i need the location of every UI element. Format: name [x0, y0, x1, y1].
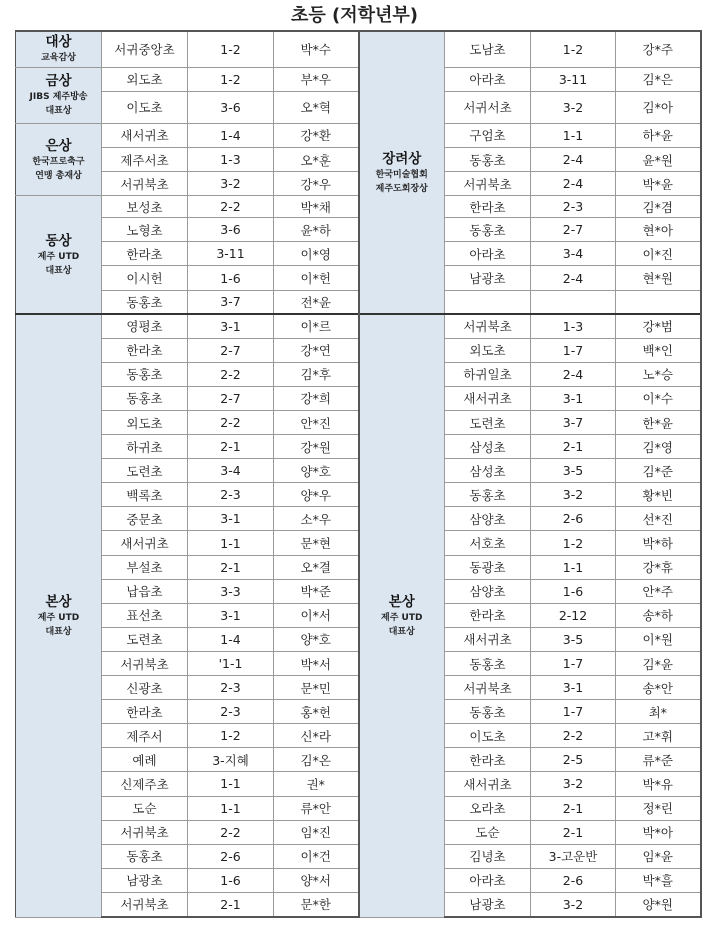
left-name-cell: 김*후: [274, 362, 359, 386]
right-class-cell: 3-2: [531, 91, 616, 123]
left-name-cell: 이*르: [274, 314, 359, 338]
right-name-cell: 황*빈: [616, 483, 701, 507]
left-name-cell: 강*환: [274, 123, 359, 147]
awards-table: [15, 30, 702, 918]
award-sponsor: 대표상: [45, 626, 72, 637]
right-name-cell: 강*주: [616, 31, 701, 67]
right-name-cell: 강*범: [616, 314, 701, 338]
award-cell-bonsang_left: [16, 314, 102, 917]
right-school-cell: 남광초: [445, 266, 531, 290]
award-name: 본상: [388, 593, 415, 610]
right-class-cell: 2-1: [531, 435, 616, 459]
right-school-cell: 동홍초: [445, 700, 531, 724]
right-name-cell: 임*윤: [616, 844, 701, 868]
table-row: [16, 796, 701, 820]
right-name-cell: 박*윤: [616, 172, 701, 196]
left-school-cell: 서귀북초: [102, 892, 188, 917]
table-row: [16, 314, 701, 338]
left-school-cell: 동홍초: [102, 386, 188, 410]
right-class-cell: 3-5: [531, 459, 616, 483]
left-class-cell: 2-1: [188, 555, 274, 579]
right-class-cell: 2-4: [531, 172, 616, 196]
right-school-cell: 삼성초: [445, 459, 531, 483]
table-row: [16, 435, 701, 459]
right-school-cell: 도순: [445, 820, 531, 844]
left-class-cell: 1-2: [188, 67, 274, 91]
left-name-cell: 양*우: [274, 483, 359, 507]
left-class-cell: 3-11: [188, 242, 274, 266]
right-class-cell: 1-1: [531, 123, 616, 147]
right-class-cell: 2-6: [531, 868, 616, 892]
right-school-cell: 외도초: [445, 338, 531, 362]
right-class-cell: 1-7: [531, 651, 616, 675]
table-row: [16, 459, 701, 483]
right-school-cell: 서귀북초: [445, 314, 531, 338]
table-row: [16, 31, 701, 67]
table-row: [16, 290, 701, 314]
left-class-cell: 2-7: [188, 386, 274, 410]
right-class-cell: 3-2: [531, 772, 616, 796]
table-row: [16, 603, 701, 627]
right-school-cell: 새서귀초: [445, 627, 531, 651]
right-name-cell: 김*아: [616, 91, 701, 123]
award-sponsor: 대표상: [45, 265, 72, 276]
left-name-cell: 오*훈: [274, 147, 359, 171]
right-class-cell: 2-1: [531, 820, 616, 844]
left-name-cell: 강*희: [274, 386, 359, 410]
right-school-cell: 도남초: [445, 31, 531, 67]
left-school-cell: 중문초: [102, 507, 188, 531]
left-school-cell: 남광초: [102, 868, 188, 892]
right-class-cell: 3-고운반: [531, 844, 616, 868]
left-school-cell: 하귀초: [102, 435, 188, 459]
right-school-cell: 한라초: [445, 603, 531, 627]
table-row: [16, 386, 701, 410]
table-row: [16, 700, 701, 724]
left-name-cell: 문*민: [274, 676, 359, 700]
left-school-cell: 백록초: [102, 483, 188, 507]
right-name-cell: 김*은: [616, 67, 701, 91]
award-sponsor: 교육감상: [41, 53, 76, 64]
right-name-cell: 박*아: [616, 820, 701, 844]
right-school-cell: 하귀일초: [445, 362, 531, 386]
left-school-cell: 부설초: [102, 555, 188, 579]
left-school-cell: 외도초: [102, 67, 188, 91]
right-name-cell: 이*진: [616, 242, 701, 266]
table-row: [16, 651, 701, 675]
right-name-cell: 현*아: [616, 218, 701, 242]
left-class-cell: 3-6: [188, 218, 274, 242]
right-school-cell: 남광초: [445, 892, 531, 917]
right-name-cell: 송*안: [616, 676, 701, 700]
left-class-cell: 2-2: [188, 362, 274, 386]
left-school-cell: 도순: [102, 796, 188, 820]
left-class-cell: 3-1: [188, 314, 274, 338]
left-class-cell: 3-1: [188, 507, 274, 531]
award-sponsor: JIBS 제주방송: [29, 92, 88, 103]
right-class-cell: 2-5: [531, 748, 616, 772]
right-school-cell: 아라초: [445, 67, 531, 91]
left-name-cell: 강*우: [274, 172, 359, 196]
award-cell-bonsang_right: [359, 314, 445, 917]
right-school-cell: 서호초: [445, 531, 531, 555]
right-name-cell: 박*하: [616, 531, 701, 555]
award-cell-geumsang: [16, 67, 102, 123]
left-class-cell: 2-2: [188, 196, 274, 218]
left-name-cell: 부*우: [274, 67, 359, 91]
left-school-cell: 예례: [102, 748, 188, 772]
table-row: [16, 892, 701, 917]
award-name: 본상: [45, 593, 72, 610]
table-row: [16, 868, 701, 892]
table-row: [16, 724, 701, 748]
left-class-cell: 1-1: [188, 796, 274, 820]
left-class-cell: 3-지혜: [188, 748, 274, 772]
left-class-cell: 1-4: [188, 123, 274, 147]
left-name-cell: 안*진: [274, 411, 359, 435]
right-school-cell: 이도초: [445, 724, 531, 748]
left-school-cell: 제주서: [102, 724, 188, 748]
right-class-cell: 2-4: [531, 362, 616, 386]
left-class-cell: 1-6: [188, 266, 274, 290]
right-name-cell: 현*원: [616, 266, 701, 290]
left-school-cell: 도련초: [102, 627, 188, 651]
right-school-cell: 오라초: [445, 796, 531, 820]
right-school-cell: 김녕초: [445, 844, 531, 868]
award-cell-dongsang: [16, 196, 102, 314]
award-sponsor: 제주 UTD: [37, 612, 80, 623]
right-name-cell: 김*겸: [616, 196, 701, 218]
left-class-cell: 3-2: [188, 172, 274, 196]
left-school-cell: 노형초: [102, 218, 188, 242]
table-row: [16, 820, 701, 844]
right-school-cell: 동홍초: [445, 147, 531, 171]
table-row: [16, 362, 701, 386]
right-school-cell: 새서귀초: [445, 386, 531, 410]
left-class-cell: 1-2: [188, 724, 274, 748]
left-school-cell: 신제주초: [102, 772, 188, 796]
award-name: 동상: [45, 232, 72, 249]
right-class-cell: 2-12: [531, 603, 616, 627]
table-row: [16, 266, 701, 290]
left-class-cell: 3-3: [188, 579, 274, 603]
left-class-cell: 3-6: [188, 91, 274, 123]
right-name-cell: 송*하: [616, 603, 701, 627]
right-name-cell: 류*준: [616, 748, 701, 772]
left-school-cell: 영평초: [102, 314, 188, 338]
left-name-cell: 홍*헌: [274, 700, 359, 724]
right-name-cell: 윤*원: [616, 147, 701, 171]
right-school-cell: 구엄초: [445, 123, 531, 147]
table-row: [16, 242, 701, 266]
left-school-cell: 보성초: [102, 196, 188, 218]
table-row: [16, 338, 701, 362]
award-name: 대상: [45, 34, 72, 51]
left-name-cell: 이*헌: [274, 266, 359, 290]
left-class-cell: 2-3: [188, 700, 274, 724]
right-name-cell: 안*주: [616, 579, 701, 603]
right-class-cell: 1-7: [531, 700, 616, 724]
left-class-cell: 2-3: [188, 676, 274, 700]
award-sponsor: 한국미술협회: [375, 169, 428, 180]
award-name: 금상: [45, 73, 72, 90]
right-class-cell: 1-7: [531, 338, 616, 362]
left-school-cell: 동홍초: [102, 362, 188, 386]
left-school-cell: 한라초: [102, 338, 188, 362]
right-school-cell: 삼성초: [445, 435, 531, 459]
award-sponsor: 대표상: [388, 626, 415, 637]
left-name-cell: 이*영: [274, 242, 359, 266]
award-sponsor: 한국프로축구: [32, 156, 85, 167]
right-school-cell: 삼양초: [445, 507, 531, 531]
left-name-cell: 박*수: [274, 31, 359, 67]
left-name-cell: 오*결: [274, 555, 359, 579]
table-row: [16, 218, 701, 242]
left-class-cell: 1-3: [188, 147, 274, 171]
left-name-cell: 박*채: [274, 196, 359, 218]
left-name-cell: 양*호: [274, 459, 359, 483]
table-row: [16, 844, 701, 868]
left-school-cell: 외도초: [102, 411, 188, 435]
right-school-cell: 삼양초: [445, 579, 531, 603]
right-school-cell: 한라초: [445, 196, 531, 218]
left-class-cell: 1-4: [188, 627, 274, 651]
award-sponsor: 연맹 총재상: [35, 170, 82, 181]
left-class-cell: 2-1: [188, 435, 274, 459]
left-school-cell: 서귀북초: [102, 172, 188, 196]
right-school-cell: 동홍초: [445, 483, 531, 507]
right-class-cell: 1-2: [531, 31, 616, 67]
left-name-cell: 오*혁: [274, 91, 359, 123]
right-name-cell: [616, 290, 701, 314]
right-name-cell: 고*휘: [616, 724, 701, 748]
left-school-cell: 이도초: [102, 91, 188, 123]
left-name-cell: 류*안: [274, 796, 359, 820]
right-school-cell: 아라초: [445, 868, 531, 892]
right-name-cell: 김*영: [616, 435, 701, 459]
left-class-cell: 2-2: [188, 411, 274, 435]
right-class-cell: 1-2: [531, 531, 616, 555]
left-school-cell: 서귀북초: [102, 651, 188, 675]
left-school-cell: 신광초: [102, 676, 188, 700]
award-cell-jangryeo: [359, 31, 445, 314]
left-school-cell: 표선초: [102, 603, 188, 627]
left-name-cell: 소*우: [274, 507, 359, 531]
left-school-cell: 한라초: [102, 700, 188, 724]
left-school-cell: 제주서초: [102, 147, 188, 171]
left-name-cell: 권*: [274, 772, 359, 796]
right-class-cell: 2-4: [531, 266, 616, 290]
left-name-cell: 이*서: [274, 603, 359, 627]
table-row: [16, 748, 701, 772]
left-class-cell: 2-7: [188, 338, 274, 362]
left-class-cell: '1-1: [188, 651, 274, 675]
right-name-cell: 박*유: [616, 772, 701, 796]
table-row: [16, 123, 701, 147]
right-school-cell: 서귀서초: [445, 91, 531, 123]
right-school-cell: 서귀북초: [445, 676, 531, 700]
table-row: [16, 555, 701, 579]
left-class-cell: 2-1: [188, 892, 274, 917]
award-cell-daesang: [16, 31, 102, 67]
right-school-cell: 동광초: [445, 555, 531, 579]
right-school-cell: 새서귀초: [445, 772, 531, 796]
table-row: [16, 507, 701, 531]
left-class-cell: 3-7: [188, 290, 274, 314]
left-class-cell: 1-6: [188, 868, 274, 892]
right-class-cell: 3-1: [531, 386, 616, 410]
right-class-cell: 1-6: [531, 579, 616, 603]
right-class-cell: 3-1: [531, 676, 616, 700]
right-class-cell: 2-3: [531, 196, 616, 218]
left-class-cell: 2-2: [188, 820, 274, 844]
left-school-cell: 이시헌: [102, 266, 188, 290]
award-cell-eunsang: [16, 123, 102, 195]
left-name-cell: 문*한: [274, 892, 359, 917]
table-row: [16, 772, 701, 796]
left-name-cell: 윤*하: [274, 218, 359, 242]
left-school-cell: 동홍초: [102, 290, 188, 314]
table-row: [16, 67, 701, 91]
right-class-cell: 3-11: [531, 67, 616, 91]
right-name-cell: 선*진: [616, 507, 701, 531]
right-class-cell: 2-7: [531, 218, 616, 242]
table-row: [16, 531, 701, 555]
table-row: [16, 411, 701, 435]
award-sponsor: 제주 UTD: [37, 251, 80, 262]
table-row: [16, 627, 701, 651]
right-name-cell: 정*린: [616, 796, 701, 820]
left-school-cell: 서귀북초: [102, 820, 188, 844]
award-sponsor: 대표상: [45, 106, 72, 117]
right-name-cell: 이*원: [616, 627, 701, 651]
left-school-cell: 도련초: [102, 459, 188, 483]
left-class-cell: 3-1: [188, 603, 274, 627]
left-school-cell: 서귀중앙초: [102, 31, 188, 67]
award-sponsor: 제주 UTD: [381, 612, 423, 623]
left-class-cell: 1-1: [188, 772, 274, 796]
left-name-cell: 강*원: [274, 435, 359, 459]
award-name: 장려상: [382, 150, 422, 167]
award-name: 은상: [45, 137, 72, 154]
right-class-cell: 2-2: [531, 724, 616, 748]
table-row: [16, 483, 701, 507]
left-school-cell: 새서귀초: [102, 531, 188, 555]
right-school-cell: 동홍초: [445, 218, 531, 242]
table-row: [16, 579, 701, 603]
left-class-cell: 3-4: [188, 459, 274, 483]
left-class-cell: 1-1: [188, 531, 274, 555]
right-name-cell: 김*윤: [616, 651, 701, 675]
left-name-cell: 강*연: [274, 338, 359, 362]
left-school-cell: 동홍초: [102, 844, 188, 868]
left-name-cell: 김*온: [274, 748, 359, 772]
right-class-cell: 2-1: [531, 796, 616, 820]
table-row: [16, 676, 701, 700]
left-name-cell: 양*호: [274, 627, 359, 651]
right-school-cell: 아라초: [445, 242, 531, 266]
right-school-cell: 서귀북초: [445, 172, 531, 196]
right-name-cell: 김*준: [616, 459, 701, 483]
left-name-cell: 박*서: [274, 651, 359, 675]
table-row: [16, 172, 701, 196]
right-school-cell: [445, 290, 531, 314]
award-sponsor: 제주도회장상: [375, 183, 428, 194]
right-class-cell: 3-5: [531, 627, 616, 651]
right-school-cell: 한라초: [445, 748, 531, 772]
right-name-cell: 노*승: [616, 362, 701, 386]
left-name-cell: 이*건: [274, 844, 359, 868]
right-name-cell: 이*수: [616, 386, 701, 410]
right-school-cell: 동홍초: [445, 651, 531, 675]
right-class-cell: 3-2: [531, 483, 616, 507]
right-class-cell: 2-4: [531, 147, 616, 171]
left-name-cell: 전*윤: [274, 290, 359, 314]
right-name-cell: 한*윤: [616, 411, 701, 435]
left-class-cell: 1-2: [188, 31, 274, 67]
left-name-cell: 양*서: [274, 868, 359, 892]
right-name-cell: 양*원: [616, 892, 701, 917]
left-name-cell: 박*준: [274, 579, 359, 603]
right-name-cell: 박*흘: [616, 868, 701, 892]
right-class-cell: 3-2: [531, 892, 616, 917]
left-name-cell: 신*라: [274, 724, 359, 748]
right-name-cell: 백*인: [616, 338, 701, 362]
right-school-cell: 도련초: [445, 411, 531, 435]
left-school-cell: 납읍초: [102, 579, 188, 603]
table-row: [16, 147, 701, 171]
table-row: [16, 196, 701, 218]
left-school-cell: 한라초: [102, 242, 188, 266]
right-class-cell: 3-7: [531, 411, 616, 435]
table-row: [16, 91, 701, 123]
left-name-cell: 임*진: [274, 820, 359, 844]
right-class-cell: 1-3: [531, 314, 616, 338]
page-title: 초등 (저학년부): [290, 5, 419, 26]
right-name-cell: 최*: [616, 700, 701, 724]
right-name-cell: 하*윤: [616, 123, 701, 147]
left-school-cell: 새서귀초: [102, 123, 188, 147]
right-name-cell: 강*휴: [616, 555, 701, 579]
left-class-cell: 2-6: [188, 844, 274, 868]
right-class-cell: [531, 290, 616, 314]
right-class-cell: 1-1: [531, 555, 616, 579]
right-class-cell: 2-6: [531, 507, 616, 531]
left-name-cell: 문*현: [274, 531, 359, 555]
right-class-cell: 3-4: [531, 242, 616, 266]
left-class-cell: 2-3: [188, 483, 274, 507]
